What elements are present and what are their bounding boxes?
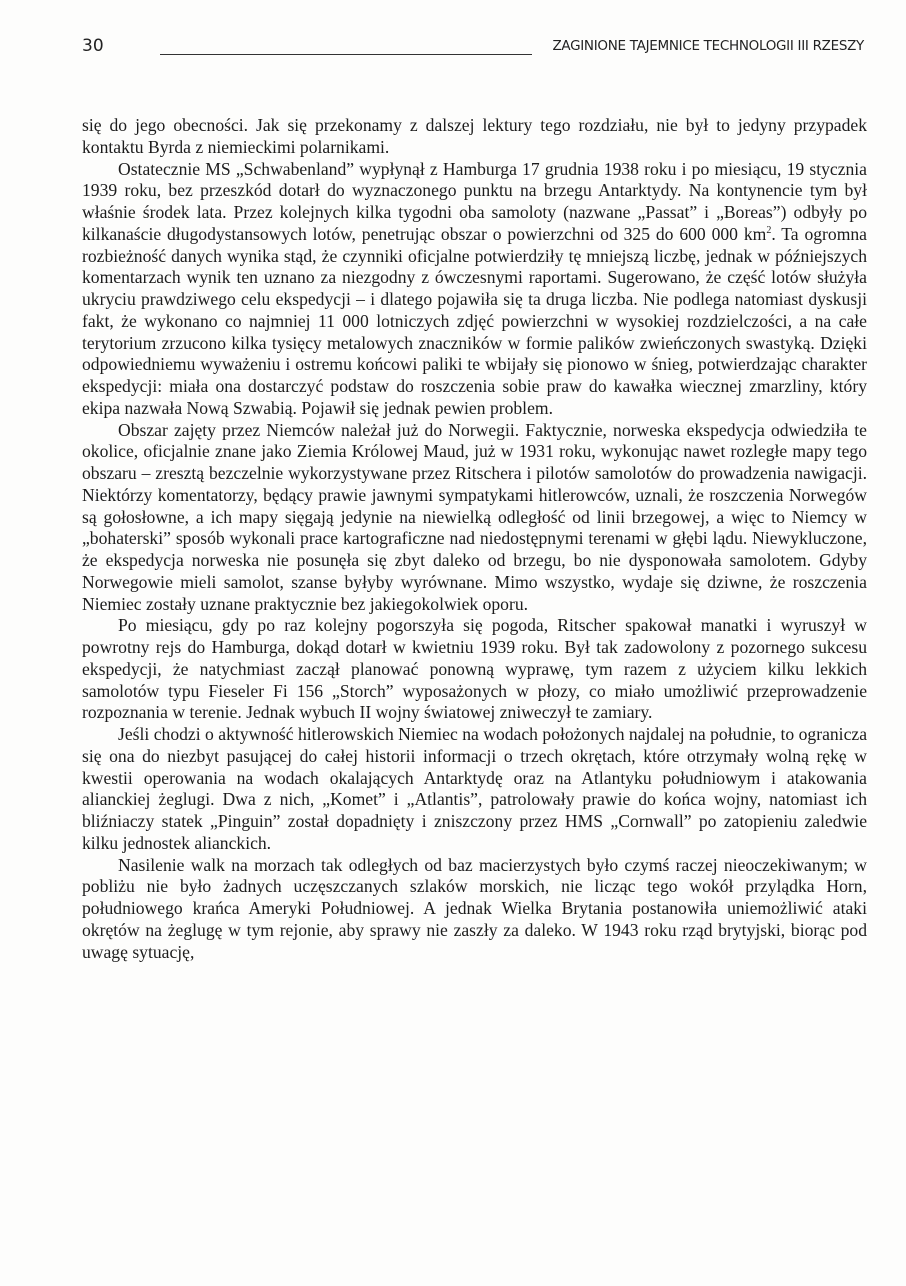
running-title: ZAGINIONE TAJEMNICE TECHNOLOGII III RZESZY [552,38,864,54]
paragraph-text: Ostatecznie MS „Schwabenland” wypłynął z Hamburga 17 grudnia 1938 roku i po miesiącu, 19 stycznia 1939 roku, bez przeszkód dotarł do wyznaczonego punktu na brzegu Antarktydy. Na kontynencie tym był właśnie środek lata. Przez kolejnych kilka tygodni oba samoloty (nazwane „Passat” i „Boreas”) odbyły po kilkanaście długodystansowych lotów, penetrując obszar o powierzchni od 325 do 600 000 km [82,158,867,244]
paragraph-text-continued: . Ta ogromna rozbieżność danych wynika stąd, że czynniki oficjalne potwierdziły tę mniejszą liczbę, jednak w późniejszych komentarzach wynik ten uznano za niezgodny z ówczesnymi raportami. Sugerowano, że część lotów służyła ukryciu prawdziwego celu ekspedycji – i dlatego pojawiła się ta druga liczba. Nie podlega natomiast dyskusji fakt, że wykonano co najmniej 11 000 lotniczych zdjęć powierzchni w wysokiej rozdzielczości, a na całe terytorium zrzucono kilka tysięcy metalowych znaczników w formie palików zwieńczonych swastyką. Dzięki odpowiedniemu wyważeniu i ostremu końcowi paliki te wbijały się pionowo w śnieg, potwierdzając charakter ekspedycji: miała ona dostarczyć podstaw do roszczenia sobie praw do kawałka wiecznej zmarzliny, który ekipa nazwała Nową Szwabią. Pojawił się jednak pewien problem. [82,223,867,418]
paragraph-text: Obszar zajęty przez Niemców należał już do Norwegii. Faktycznie, norweska ekspedycja odwiedziła te okolice, oficjalnie znane jako Ziemia Królowej Maud, już w 1931 roku, wykonując nawet rozległe mapy tego obszaru – zresztą bezczelnie wykorzystywane przez Ritschera i pilotów samolotów do prowadzenia nawigacji. Niektórzy komentatorzy, będący prawie jawnymi sympatykami hitlerowców, uznali, że roszczenia Norwegów są gołosłowne, a ich mapy sięgają jedynie na niewielką odległość od linii brzegowej, a więc to Niemcy w „bohaterski” sposób wykonali prace kartograficzne nad niedostępnymi terenami w głębi lądu. Niewykluczone, że ekspedycja norweska nie posunęła się zbyt daleko od brzegu, bo nie dysponowała samolotem. Gdyby Norwegowie mieli samolot, szanse byłyby wyrównane. Mimo wszystko, wydaje się dziwne, że roszczenia Niemiec zostały uznane praktycznie bez jakiegokolwiek oporu. [82,419,867,614]
superscript-exponent: 2 [766,224,772,236]
paragraph [82,115,867,159]
header-rule [160,54,532,55]
paragraph-text: Nasilenie walk na morzach tak odległych od baz macierzystych było czymś raczej nieoczekiwanym; w pobliżu nie było żadnych uczęszczanych szlaków morskich, nie licząc tego wokół przylądka Horn, południowego krańca Ameryki Południowej. A jednak Wielka Brytania postanowiła uniemożliwić ataki okrętów na żeglugę w tym rejonie, aby sprawy nie zaszły za daleko. W 1943 roku rząd brytyjski, biorąc pod uwagę sytuację, [82,854,867,962]
page-header [82,36,864,60]
paragraph-text: Jeśli chodzi o aktywność hitlerowskich Niemiec na wodach położonych najdalej na południe, to ogranicza się ona do niezbyt pasującej do całej historii informacji o trzech okrętach, które otrzymały wolną rękę w kwestii operowania na wodach okalających Antarktydę oraz na Atlantyku południowym i atakowania alianckiej żeglugi. Dwa z nich, „Komet” i „Atlantis”, patrolowały prawie do końca wojny, natomiast ich bliźniaczy statek „Pinguin” został dopadnięty i zniszczony przez HMS „Cornwall” po zatopieniu zaledwie kilku jednostek alianckich. [82,724,867,853]
paragraph [82,724,867,855]
body-text [82,115,867,963]
paragraph [82,855,867,964]
page-number: 30 [82,36,104,56]
paragraph-text: się do jego obecności. Jak się przekonamy z dalszej lektury tego rozdziału, nie był to jedyny przypadek kontaktu Byrda z niemieckimi polarnikami. [82,115,867,157]
paragraph [82,615,867,724]
paragraph [82,159,867,420]
paragraph-text: Po miesiącu, gdy po raz kolejny pogorszyła się pogoda, Ritscher spakował manatki i wyruszył w powrotny rejs do Hamburga, dokąd dotarł w kwietniu 1939 roku. Był tak zadowolony z pozornego sukcesu ekspedycji, że natychmiast zaczął planować ponowną wyprawę, tym razem z użyciem kilku lekkich samolotów typu Fieseler Fi 156 „Storch” wyposażonych w płozy, co miało umożliwić przeprowadzenie rozpoznania w terenie. Jednak wybuch II wojny światowej zniweczył te zamiary. [82,615,867,723]
paragraph [82,420,867,616]
